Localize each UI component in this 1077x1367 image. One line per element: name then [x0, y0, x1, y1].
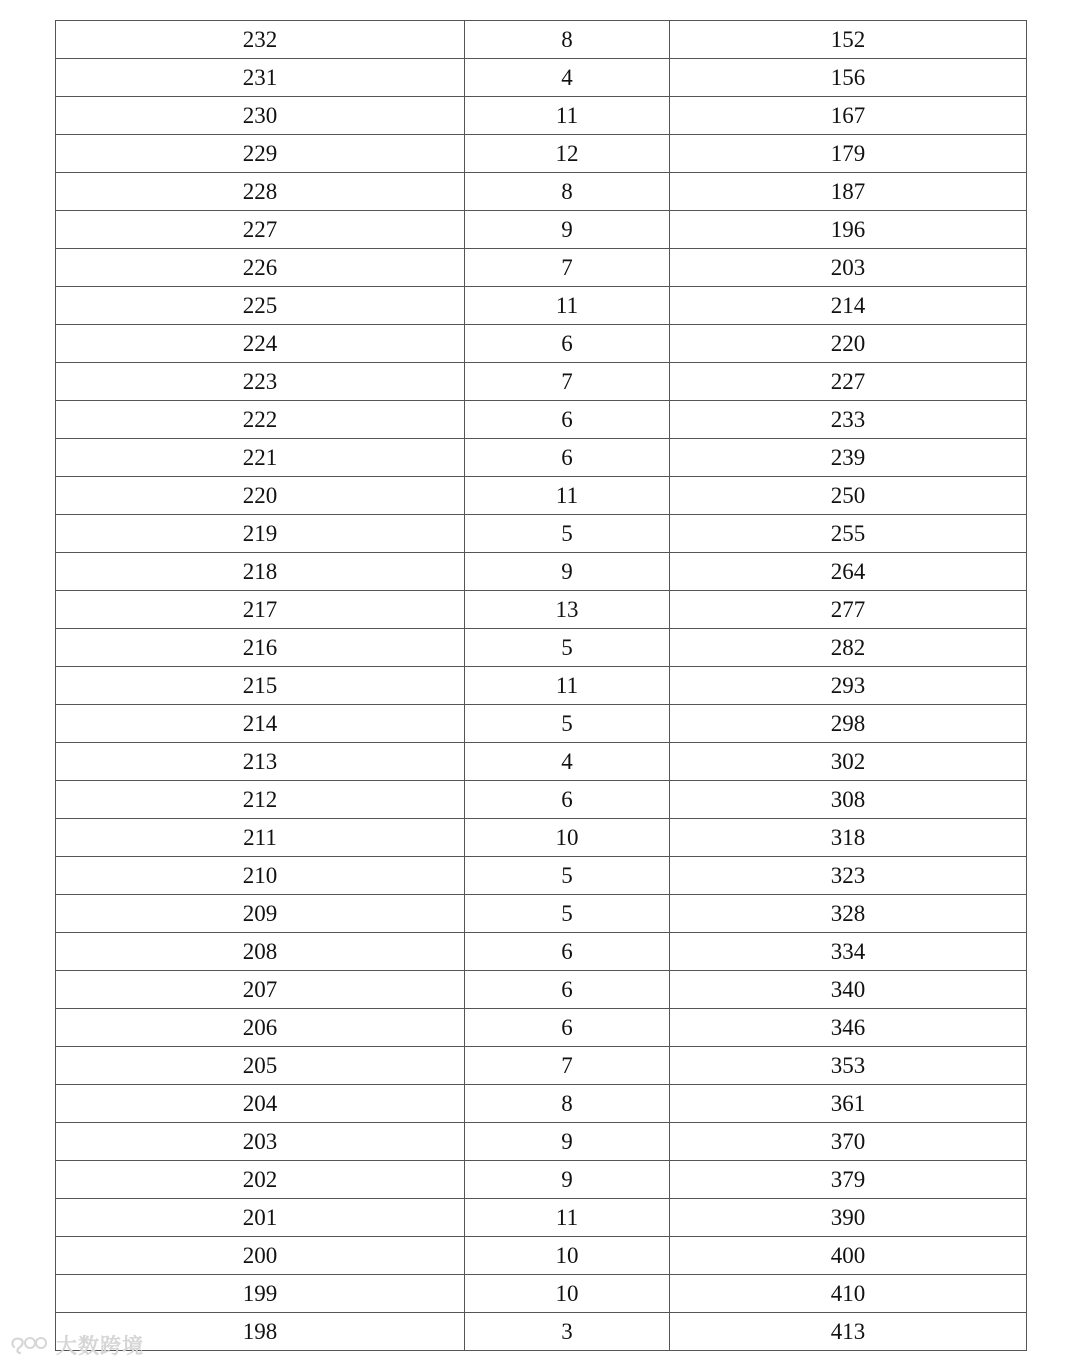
table-row: [56, 363, 1027, 401]
table-row: [56, 971, 1027, 1009]
table-cell: 211: [56, 819, 465, 857]
table-cell: 318: [670, 819, 1027, 857]
table-cell: 282: [670, 629, 1027, 667]
table-cell: 293: [670, 667, 1027, 705]
table-cell: 215: [56, 667, 465, 705]
table-cell: 203: [56, 1123, 465, 1161]
table-row: [56, 667, 1027, 705]
table-row: [56, 1009, 1027, 1047]
score-distribution-table: [55, 20, 1027, 1351]
table-cell: 214: [56, 705, 465, 743]
table-cell: 5: [465, 629, 670, 667]
table-cell: 179: [670, 135, 1027, 173]
table-row: [56, 1085, 1027, 1123]
watermark: [8, 1330, 144, 1360]
table-cell: 323: [670, 857, 1027, 895]
table-cell: 5: [465, 857, 670, 895]
table-cell: 302: [670, 743, 1027, 781]
table-cell: 328: [670, 895, 1027, 933]
table-cell: 6: [465, 971, 670, 1009]
table-row: [56, 135, 1027, 173]
table-row: [56, 933, 1027, 971]
table-cell: 9: [465, 211, 670, 249]
table-cell: 8: [465, 173, 670, 211]
table-row: [56, 287, 1027, 325]
table-cell: 205: [56, 1047, 465, 1085]
table-cell: 218: [56, 553, 465, 591]
table-row: [56, 97, 1027, 135]
table-row: [56, 401, 1027, 439]
weibo-logo-icon: [8, 1333, 52, 1357]
table-cell: 187: [670, 173, 1027, 211]
table-cell: 250: [670, 477, 1027, 515]
table-row: [56, 173, 1027, 211]
table-cell: 225: [56, 287, 465, 325]
table-cell: 13: [465, 591, 670, 629]
table-row: [56, 1161, 1027, 1199]
table-cell: 264: [670, 553, 1027, 591]
table-cell: 410: [670, 1275, 1027, 1313]
table-cell: 239: [670, 439, 1027, 477]
table-cell: 379: [670, 1161, 1027, 1199]
table-cell: 11: [465, 97, 670, 135]
table-row: [56, 325, 1027, 363]
table-cell: 200: [56, 1237, 465, 1275]
table-cell: 8: [465, 1085, 670, 1123]
table-cell: 232: [56, 21, 465, 59]
table-cell: 219: [56, 515, 465, 553]
table-cell: 6: [465, 1009, 670, 1047]
table-cell: 10: [465, 1275, 670, 1313]
table-row: [56, 895, 1027, 933]
table-cell: 212: [56, 781, 465, 819]
table-cell: 10: [465, 819, 670, 857]
table-cell: 198: [56, 1313, 465, 1351]
table-cell: 222: [56, 401, 465, 439]
table-cell: 208: [56, 933, 465, 971]
table-cell: 390: [670, 1199, 1027, 1237]
table-cell: 7: [465, 363, 670, 401]
table-cell: 346: [670, 1009, 1027, 1047]
table-cell: 5: [465, 895, 670, 933]
table-cell: 227: [670, 363, 1027, 401]
table-cell: 156: [670, 59, 1027, 97]
table-cell: 8: [465, 21, 670, 59]
table-row: [56, 439, 1027, 477]
table-cell: 224: [56, 325, 465, 363]
table-cell: 3: [465, 1313, 670, 1351]
table-cell: 298: [670, 705, 1027, 743]
table-cell: 6: [465, 401, 670, 439]
table-cell: 7: [465, 249, 670, 287]
table-cell: 308: [670, 781, 1027, 819]
table-body: [56, 21, 1027, 1351]
table-cell: 9: [465, 553, 670, 591]
table-cell: 6: [465, 439, 670, 477]
table-cell: 6: [465, 933, 670, 971]
table-cell: 152: [670, 21, 1027, 59]
table-row: [56, 1313, 1027, 1351]
table-cell: 167: [670, 97, 1027, 135]
watermark-text: 大数跨境: [56, 1334, 144, 1358]
table-cell: 400: [670, 1237, 1027, 1275]
table-row: [56, 477, 1027, 515]
table-cell: 277: [670, 591, 1027, 629]
table-cell: 220: [670, 325, 1027, 363]
table-cell: 227: [56, 211, 465, 249]
table-cell: 210: [56, 857, 465, 895]
table-row: [56, 591, 1027, 629]
table-row: [56, 781, 1027, 819]
table-cell: 5: [465, 515, 670, 553]
table-cell: 7: [465, 1047, 670, 1085]
table-row: [56, 1275, 1027, 1313]
table-cell: 361: [670, 1085, 1027, 1123]
table-row: [56, 21, 1027, 59]
table-cell: 233: [670, 401, 1027, 439]
table-cell: 196: [670, 211, 1027, 249]
table-cell: 255: [670, 515, 1027, 553]
table-cell: 340: [670, 971, 1027, 1009]
table-cell: 226: [56, 249, 465, 287]
table-cell: 6: [465, 325, 670, 363]
table-row: [56, 1123, 1027, 1161]
table-cell: 4: [465, 59, 670, 97]
table-cell: 213: [56, 743, 465, 781]
table-cell: 11: [465, 287, 670, 325]
table-cell: 11: [465, 1199, 670, 1237]
table-row: [56, 211, 1027, 249]
table-row: [56, 819, 1027, 857]
table-row: [56, 515, 1027, 553]
table-cell: 223: [56, 363, 465, 401]
table-cell: 221: [56, 439, 465, 477]
table-row: [56, 1047, 1027, 1085]
table-row: [56, 629, 1027, 667]
table-cell: 231: [56, 59, 465, 97]
table-cell: 11: [465, 477, 670, 515]
table-row: [56, 553, 1027, 591]
table-cell: 12: [465, 135, 670, 173]
table-cell: 9: [465, 1123, 670, 1161]
table-cell: 201: [56, 1199, 465, 1237]
table-cell: 216: [56, 629, 465, 667]
table-cell: 9: [465, 1161, 670, 1199]
table-cell: 207: [56, 971, 465, 1009]
table-row: [56, 1199, 1027, 1237]
table-cell: 413: [670, 1313, 1027, 1351]
table-cell: 214: [670, 287, 1027, 325]
table-row: [56, 705, 1027, 743]
table-cell: 228: [56, 173, 465, 211]
table-cell: 204: [56, 1085, 465, 1123]
table-row: [56, 1237, 1027, 1275]
table-cell: 209: [56, 895, 465, 933]
table-cell: 11: [465, 667, 670, 705]
table-cell: 353: [670, 1047, 1027, 1085]
table-cell: 5: [465, 705, 670, 743]
table-cell: 229: [56, 135, 465, 173]
table-row: [56, 59, 1027, 97]
table-row: [56, 743, 1027, 781]
table-cell: 334: [670, 933, 1027, 971]
table-cell: 220: [56, 477, 465, 515]
table-cell: 10: [465, 1237, 670, 1275]
table-cell: 4: [465, 743, 670, 781]
table-cell: 203: [670, 249, 1027, 287]
table-cell: 202: [56, 1161, 465, 1199]
table-cell: 230: [56, 97, 465, 135]
table-cell: 6: [465, 781, 670, 819]
table-cell: 199: [56, 1275, 465, 1313]
table-cell: 370: [670, 1123, 1027, 1161]
table-row: [56, 249, 1027, 287]
table-row: [56, 857, 1027, 895]
table-cell: 217: [56, 591, 465, 629]
table-cell: 206: [56, 1009, 465, 1047]
